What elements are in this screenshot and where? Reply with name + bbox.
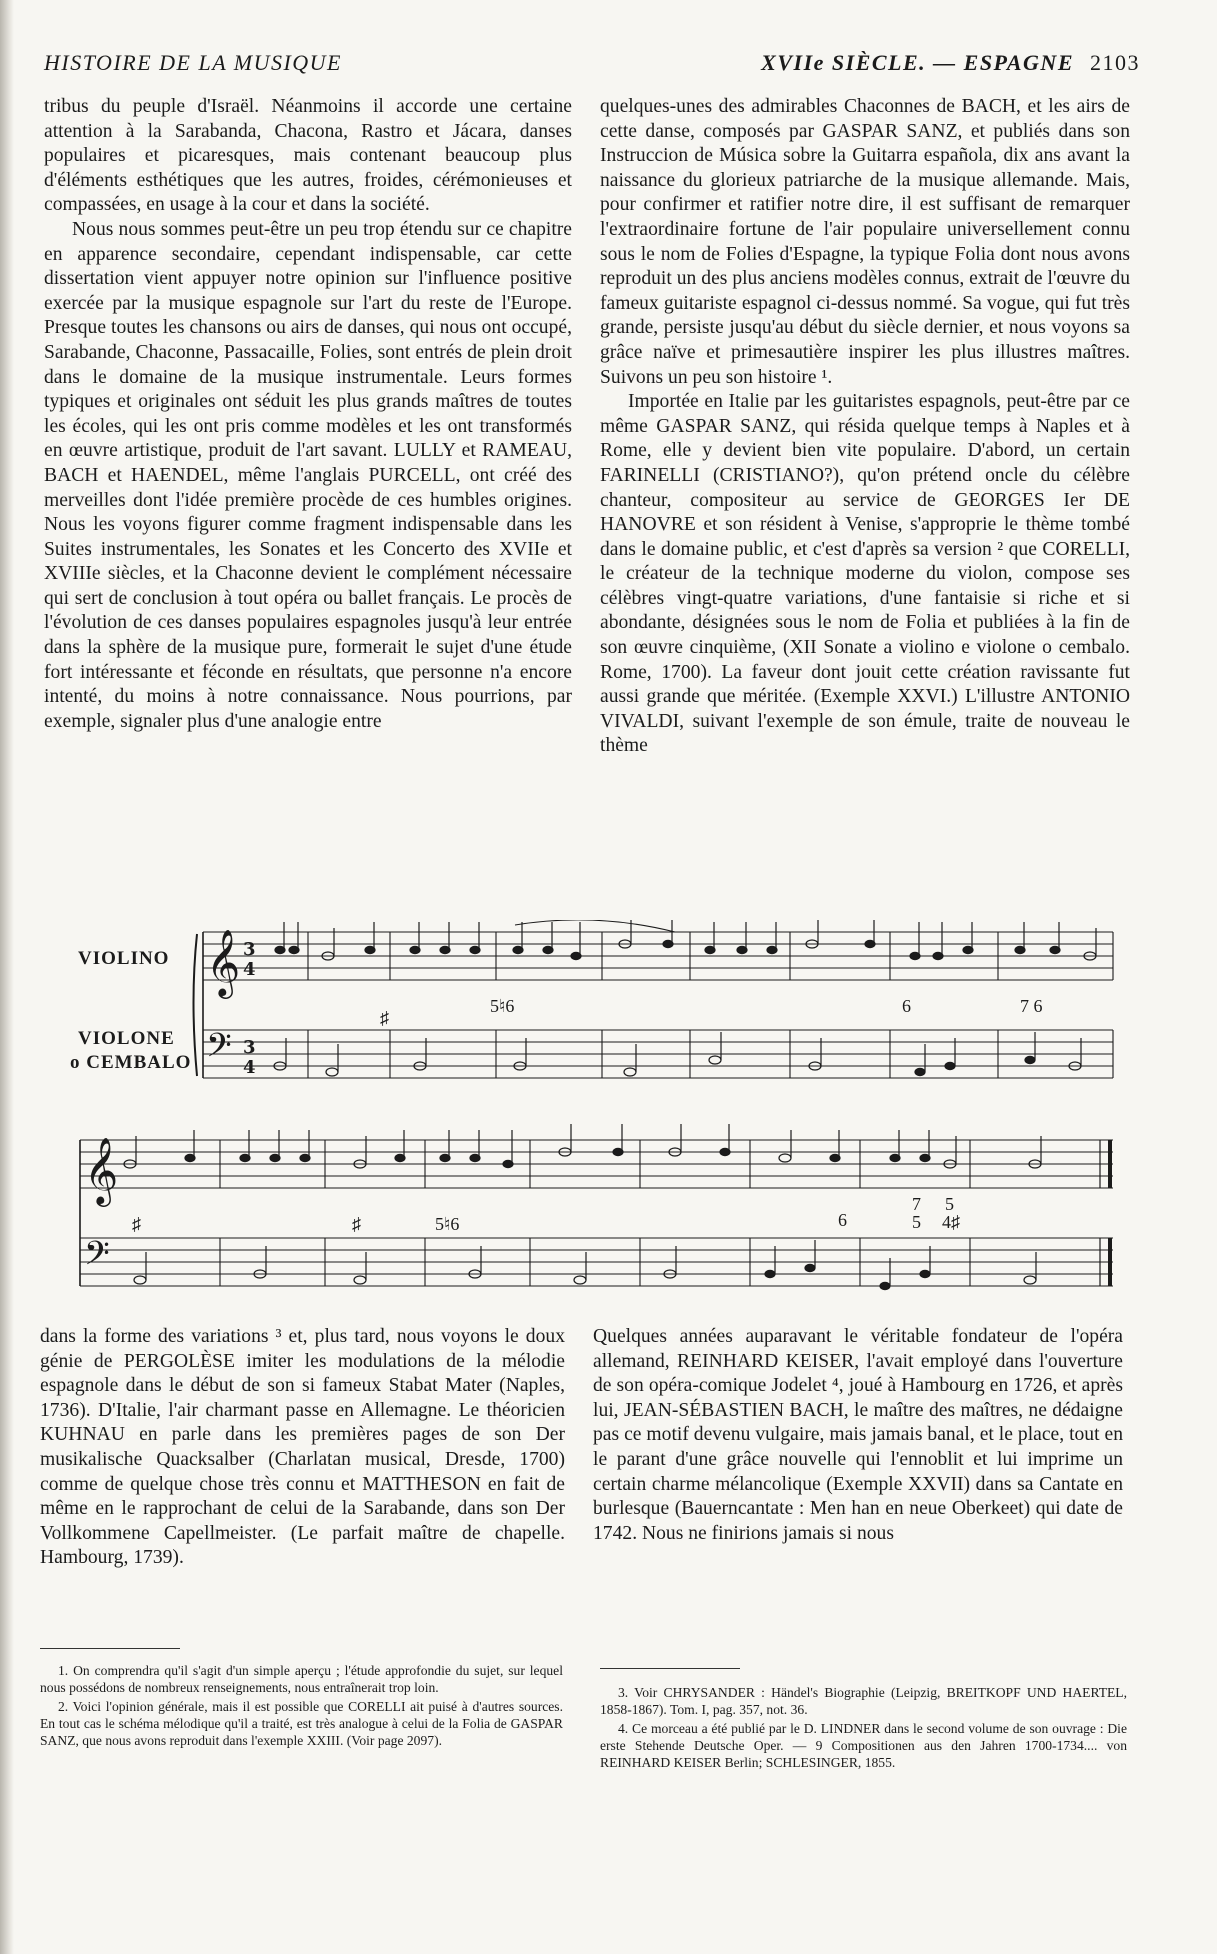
- label-cembalo: o CEMBALO: [70, 1052, 192, 1073]
- paragraph: quelques-unes des admirables Chaconnes de BACH, et les airs de cette danse, composés par GASPAR SANZ, et publiés dans son Instruccion de Música sobre la Guitarra española, dix ans avant la naissance du glorieux patriarche de la musique allemande. Mais, pour confirmer et ratifier notre dire, il est suffisant de remarquer l'extraordinaire fortune de l'air populaire universellement connu sous le nom de Folies d'Espagne, la typique Folia dont nous avons reproduit un des plus anciens modèles connus, extrait de l'œuvre du fameux guitariste espagnol ci-dessus nommé. Sa vogue, qui fut très grande, persiste jusqu'au début du siècle dernier, et nous voyons sa grâce naïve et primesautière inspirer les plus illustres maîtres. Suivons un peu son histoire ¹.: [600, 96, 1130, 388]
- paragraph: Nous nous sommes peut-être un peu trop étendu sur ce chapitre en apparence secondaire, cependant indispensable, car cette dissertation vient appuyer notre opinion sur l'influence positive exercée par la musique espagnole sur l'art du reste de l'Europe. Presque toutes les chansons ou airs de danses, qui nous ont occupé, Sarabande, Chaconne, Passacaille, Folies, sont entrés de plein droit dans le domaine de la musique instrumentale. Leurs formes typiques et originales ont séduit les plus grands maîtres de toutes les écoles, qui les ont pris comme modèles et les ont transformés en œuvre artistique, produit de l'art savant. LULLY et RAMEAU, BACH et HAENDEL, même l'anglais PURCELL, ont créé des merveilles dont l'idée première procède de ces humbles origines. Nous les voyons figurer comme fragment indispensable dans les Suites instrumentales, les Sonates et les Concerto des XVIIe et XVIIIe siècles, et la Chaconne devient le complément nécessaire qui sert de conclusion à tout opéra ou ballet français. Le procès de l'évolution de ces danses populaires espagnoles jusqu'à leur entrée dans la sphère de la musique pure, formerait le sujet d'une étude fort intéressante et féconde en résultats, que personne n'a encore intenté, du moins à notre connaissance. Nous pourrions, par exemple, signaler plus d'une analogie entre: [44, 218, 572, 732]
- running-head-section: XVIIe SIÈCLE. — ESPAGNE: [761, 50, 1074, 75]
- treble-clef-icon: 𝄞: [206, 928, 241, 996]
- figure-5: 5: [912, 1212, 921, 1232]
- system-2-bass-notes: [134, 1240, 1036, 1290]
- bass-clef-icon: 𝄢: [206, 1027, 232, 1073]
- violino-notes: [275, 920, 1096, 960]
- violone-staff: [203, 1030, 1113, 1078]
- page-number: 2103: [1090, 50, 1140, 75]
- footnote: 1. On comprendra qu'il s'agit d'un simple aperçu ; l'étude approfondie du sujet, sur lequel nous possédons de nombreux renseignements, nous entraînerait trop loin.: [40, 1663, 563, 1695]
- figure-5-natural-6: 5♮6: [490, 996, 515, 1016]
- figure-6: 6: [902, 996, 911, 1016]
- figure-6: 6: [838, 1210, 847, 1230]
- system-2-bass-staff: [80, 1238, 1113, 1286]
- footnote: 2. Voici l'opinion générale, mais il est possible que CORELLI ait puisé à d'autres sources. En tout cas le schéma mélodique qu'il a traité, est très analogue à celui de la Folia de GASPAR SANZ, que nous avons reproduit dans l'exemple XXIII. (Voir page 2097).: [40, 1699, 563, 1748]
- time-sig-numerator: 3: [243, 939, 256, 960]
- time-sig-denominator: 4: [243, 959, 256, 980]
- figure-sharp: ♯: [352, 1214, 361, 1234]
- time-sig-numerator: 3: [243, 1037, 256, 1058]
- figure-5: 5: [945, 1194, 954, 1214]
- system-2-barlines: [220, 1140, 1110, 1286]
- figure-7-6: 7 6: [1020, 996, 1043, 1016]
- label-violino: VIOLINO: [78, 948, 170, 969]
- figure-7: 7: [912, 1194, 921, 1214]
- violino-staff: [203, 932, 1113, 980]
- figure-4-sharp: 4♯: [942, 1212, 960, 1232]
- paragraph: dans la forme des variations ³ et, plus tard, nous voyons le doux génie de PERGOLÈSE imiter les modulations de la mélodie espagnole dans le début de son si fameux Stabat Mater (Naples, 1736). D'Italie, l'air charmant passe en Allemagne. Le théoricien KUHNAU en parle dans les premières pages de son Der musikalische Quacksalber (Charlatan musical, Dresde, 1700) comme de quelque chose très connu et MATTHESON en fait de même en le rapprochant de celui de la Sarabande, dans son Der Vollkommene Capellmeister. (Le parfait maître de chapelle. Hambourg, 1739).: [40, 1326, 565, 1569]
- system-2-treble-notes: [124, 1124, 1041, 1168]
- column-top-left: [44, 95, 572, 734]
- footnotes-left: [40, 1662, 563, 1751]
- figure-sharp: ♯: [380, 1008, 389, 1028]
- book-binding-edge: [0, 0, 14, 1954]
- treble-clef-icon: 𝄞: [84, 1136, 119, 1204]
- figure-5-natural-6: 5♮6: [435, 1214, 460, 1234]
- music-example: [70, 920, 1160, 1320]
- footnote: 4. Ce morceau a été publié par le D. LINDNER dans le second volume de son ouvrage : Die erste Stehende Deutsche Oper. — 9 Compositionen aus den Jahren 1700-1734.... von REINHARD KEISER Berlin; SCHLESINGER, 1855.: [600, 1721, 1127, 1770]
- footnote-divider: [40, 1648, 180, 1649]
- footnote-divider: [600, 1668, 740, 1669]
- bass-clef-icon: 𝄢: [84, 1235, 110, 1281]
- paragraph: tribus du peuple d'Israël. Néanmoins il accorde une certaine attention à la Sarabanda, Chacona, Rastro et Jácara, danses populaires et picaresques, mais contenant beaucoup plus d'éléments esthétiques que les autres, froides, cérémonieuses et compassées, en usage à la cour et dans la société.: [44, 96, 572, 216]
- running-head-title: HISTOIRE DE LA MUSIQUE: [44, 50, 342, 75]
- footnotes-right: [600, 1684, 1127, 1773]
- running-head: [44, 50, 1140, 80]
- musical-score: [70, 920, 1160, 1320]
- footnote: 3. Voir CHRYSANDER : Händel's Biographie (Leipzig, BREITKOPF UND HAERTEL, 1858-1867). Tom. I, pag. 357, not. 36.: [600, 1685, 1127, 1717]
- paragraph: Quelques années auparavant le véritable fondateur de l'opéra allemand, REINHARD KEISER, l'avait employé dans l'ouverture de son opéra-comique Jodelet ⁴, joué à Hambourg en 1726, et après lui, JEAN-SÉBASTIEN BACH, le maître des maîtres, ne dédaigne pas ce motif devenu vulgaire, mais jamais banal, et le place, tout en le parant d'une grâce nouvelle qui l'ennoblit et lui imprime un certain charme mélancolique (Exemple XXVII) dans sa Cantate en burlesque (Bauerncantate : Men han en neue Oberkeet) qui date de 1742. Nous ne finirions jamais si nous: [593, 1326, 1123, 1544]
- label-violone: VIOLONE: [78, 1028, 175, 1049]
- column-bottom-right: [593, 1325, 1123, 1546]
- paragraph: Importée en Italie par les guitaristes espagnols, peut-être par ce même GASPAR SANZ, qui résida quelque temps à Naples et à Rome, elle y devient bien vite populaire. D'abord, un certain FARINELLI (CRISTIANO?), qu'on prétend oncle du célèbre chanteur, compositeur au service de GEORGES Ier DE HANOVRE et son résident à Venise, s'approprie le thème tombé dans le domaine public, et c'est d'après sa version ² que CORELLI, le créateur de la technique moderne du violon, compose ses célèbres vingt-quatre variations, d'une fantaisie si riche et si abondante, désignées sous le nom de Folia et publiées à la fin de son œuvre cinquième, (XII Sonate a violino e violone o cembalo. Rome, 1700). La faveur dont jouit cette création ravissante fut aussi grande que méritée. (Exemple XXVI.) L'illustre ANTONIO VIVALDI, suivant l'exemple de son émule, traite de nouveau le thème: [600, 391, 1130, 757]
- system-2-treble-staff: [80, 1140, 1113, 1188]
- column-top-right: [600, 95, 1130, 759]
- time-sig-denominator: 4: [243, 1057, 256, 1078]
- column-bottom-left: [40, 1325, 565, 1571]
- figure-sharp: ♯: [132, 1214, 141, 1234]
